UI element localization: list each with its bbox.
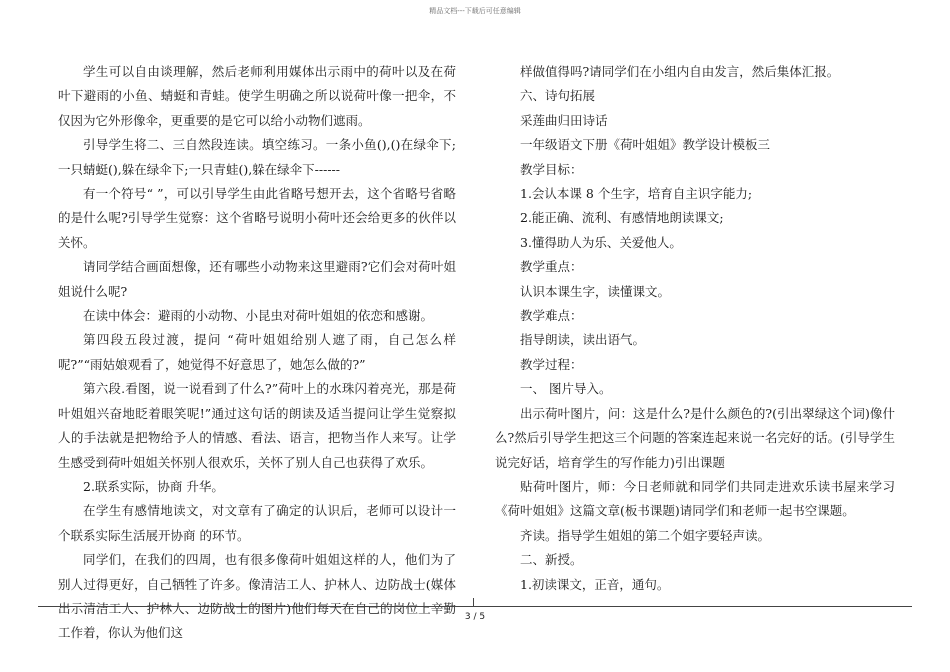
left-column [58,60,456,646]
paragraph: 在学生有感情地读文，对文章有了确定的认识后，老师可以设计一个联系实际生活展开协商 的环节。 [58,503,456,543]
paragraph: 认识本课生字，读懂课文。 [520,283,671,299]
right-column [495,60,895,597]
section-heading: 教学目标： [520,161,583,177]
paragraph: 齐读。指导学生姐姐的第二个姐字要轻声读。 [520,527,771,543]
section-heading: 教学过程： [520,356,583,372]
paragraph: 第六段.看图，说一说看到了什么?”荷叶上的水珠闪着亮光，那是荷叶姐姐兴奋地眨着眼笑呢!”通过这句话的朗读及适当提问让学生觉察拟人的手法就是把物给予人的情感、看法、语言，把物当作人来写。让学生感受到荷叶姐姐关怀别人很欢乐，关怀了别人自己也获得了欢乐。 [58,381,456,470]
section-heading: 二、新授。 [520,552,583,568]
paragraph: 样做值得吗?请同学们在小组内自由发言，然后集体汇报。 [520,64,840,79]
section-heading: 教学难点： [520,308,583,324]
section-heading: 六、诗句拓展 [520,88,596,104]
list-item: 2.能正确、流利、有感情地朗读课文; [520,210,724,226]
paragraph: 请同学结合画面想像，还有哪些小动物来这里避雨?它们会对荷叶姐姐说什么呢? [58,259,456,299]
column-divider [473,598,474,606]
paragraph: 学生可以自由谈理解，然后老师利用媒体出示雨中的荷叶以及在荷叶下避雨的小鱼、蜻蜓和青蛙。使学生明确之所以说荷叶像一把伞，不仅因为它外形像伞，更重要的是它可以给小动物们遮雨。 [58,64,456,128]
footer-rule [38,606,912,607]
document-title: 一年级语文下册《荷叶姐姐》教学设计模板三 [520,137,771,153]
paragraph: 出示荷叶图片，问：这是什么?是什么颜色的?(引出翠绿这个词)像什么?然后引导学生把这三个问题的答案连起来说一名完好的话。(引导学生说完好话，培育学生的写作能力)引出课题 [495,405,895,470]
paragraph: 同学们，在我们的四周，也有很多像荷叶姐姐这样的人，他们为了别人过得更好，自己牺牲了许多。像清洁工人、护林人、边防战士(媒体出示清洁工人、护林人、边防战士的图片)他们每天在自己的岗位上辛勤工作着，你认为他们这 [58,552,456,641]
paragraph: 贴荷叶图片，师：今日老师就和同学们共同走进欢乐读书屋来学习《荷叶姐姐》这篇文章(板书课题)请同学们和老师一起书空课题。 [495,478,895,519]
page-number: 3 / 5 [464,612,486,622]
section-heading: 教学重点： [520,259,583,275]
paragraph: 指导朗读，读出语气。 [520,332,646,348]
section-heading: 一、 图片导入。 [520,381,612,397]
page-header: 精品文档---下载后可任意编辑 [429,7,521,15]
list-item: 3.懂得助人为乐、关爱他人。 [520,234,682,250]
paragraph: 第四段五段过渡，提问 “荷叶姐姐给别人遮了雨，自己怎么样呢?”“雨姑娘观看了，她觉得不好意思了，她怎么做的?” [58,332,456,372]
paragraph: 引导学生将二、三自然段连读。填空练习。一条小鱼(),()在绿伞下;一只蜻蜓(),躲在绿伞下;一只青蛙(),躲在绿伞下------ [58,137,456,177]
paragraph: 采莲曲归田诗话 [520,112,608,128]
paragraph: 1.初读课文，正音，通句。 [520,576,670,592]
list-item: 1.会认本课 8 个生字，培育自主识字能力; [520,186,753,202]
paragraph: 有一个符号“ ”，可以引导学生由此省略号想开去，这个省略号省略的是什么呢?引导学生觉察：这个省略号说明小荷叶还会给更多的伙伴以关怀。 [58,186,456,250]
paragraph: 2.联系实际，协商 升华。 [83,478,224,494]
paragraph: 在读中体会：避雨的小动物、小昆虫对荷叶姐姐的依恋和感谢。 [83,308,434,324]
